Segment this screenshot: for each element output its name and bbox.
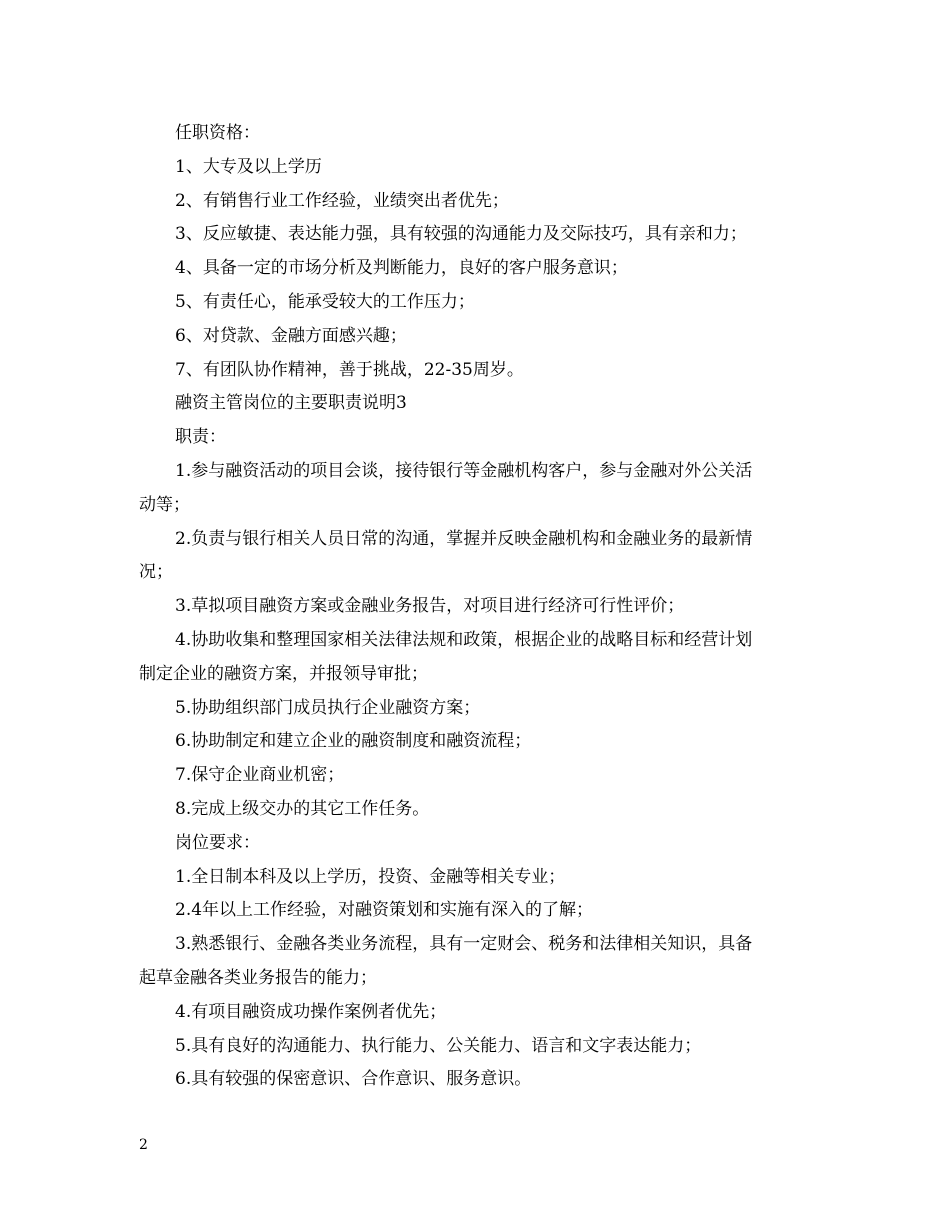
text-line: 1.全日制本科及以上学历，投资、金融等相关专业； [175,866,566,887]
text-line: 职责： [175,427,226,448]
text-line: 2、有销售行业工作经验，业绩突出者优先； [175,190,509,211]
text-line: 制定企业的融资方案，并报领导审批； [139,663,428,684]
text-line: 起草金融各类业务报告的能力； [139,967,377,988]
text-line: 3.熟悉银行、金融各类业务流程，具有一定财会、税务和法律相关知识，具备 [175,934,753,955]
text-line: 4.协助收集和整理国家相关法律法规和政策，根据企业的战略目标和经营计划 [175,629,753,650]
text-line: 7.保守企业商业机密； [175,765,345,786]
text-line: 任职资格： [175,123,260,143]
text-line: 2.4年以上工作经验，对融资策划和实施有深入的了解； [175,900,594,921]
text-line: 7、有团队协作精神，善于挑战，22-35周岁。 [175,359,524,380]
text-line: 6、对贷款、金融方面感兴趣； [175,325,407,346]
text-line: 6.具有较强的保密意识、合作意识、服务意识。 [175,1069,532,1090]
page-number: 2 [139,1137,148,1153]
text-line: 况； [139,562,173,583]
text-line: 5.协助组织部门成员执行企业融资方案； [175,697,481,718]
text-line: 6.协助制定和建立企业的融资制度和融资流程； [175,731,532,752]
text-line: 8.完成上级交办的其它工作任务。 [175,798,430,819]
text-line: 1.参与融资活动的项目会谈，接待银行等金融机构客户，参与金融对外公关活 [175,460,753,481]
text-line: 3.草拟项目融资方案或金融业务报告，对项目进行经济可行性评价； [175,596,685,617]
text-line: 5、有责任心，能承受较大的工作压力； [175,291,475,312]
text-line: 4.有项目融资成功操作案例者优先； [175,1001,447,1022]
text-line: 融资主管岗位的主要职责说明3 [175,393,407,414]
text-line: 3、反应敏捷、表达能力强，具有较强的沟通能力及交际技巧，具有亲和力； [175,224,747,245]
text-line: 5.具有良好的沟通能力、执行能力、公关能力、语言和文字表达能力； [175,1035,702,1056]
text-line: 动等； [139,494,190,515]
text-line: 2.负责与银行相关人员日常的沟通，掌握并反映金融机构和金融业务的最新情 [175,528,753,549]
text-line: 岗位要求： [175,832,260,853]
document-body [139,117,813,1097]
text-line: 4、具备一定的市场分析及判断能力，良好的客户服务意识； [175,258,628,279]
text-line: 1、大专及以上学历 [175,156,322,177]
